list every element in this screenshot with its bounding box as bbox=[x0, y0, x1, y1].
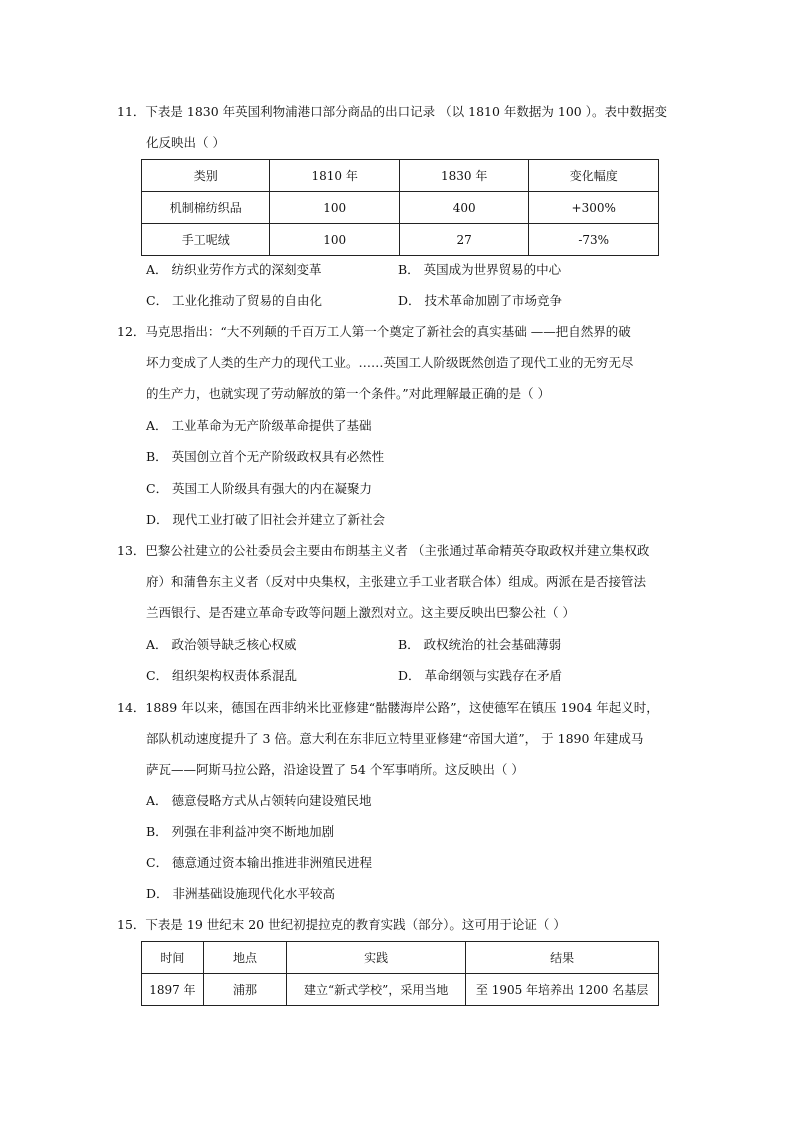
table-cell: -73% bbox=[529, 224, 659, 256]
q15-education-table bbox=[141, 941, 659, 1006]
table-cell: 400 bbox=[399, 192, 529, 224]
table-header-row bbox=[142, 160, 659, 192]
q13-stem-line1: 13．巴黎公社建立的公社委员会主要由布朗基主义者 （主张通过革命精英夺取政权并建立集权政 bbox=[117, 543, 650, 558]
q14-option-b[interactable]: B． 列强在非利益冲突不断地加剧 bbox=[146, 824, 335, 839]
table-cell: 1897 年 bbox=[142, 974, 204, 1006]
table-header-cell: 类别 bbox=[142, 160, 270, 192]
table-header-cell: 实践 bbox=[287, 942, 466, 974]
q11-stem-line1: 11．下表是 1830 年英国利物浦港口部分商品的出口记录 （以 1810 年数据为 100 ）。表中数据变 bbox=[117, 104, 667, 119]
q14-stem-line1: 14．1889 年以来，德国在西非纳米比亚修建“骷髅海岸公路”，这使德军在镇压 1904 年起义时， bbox=[117, 700, 659, 715]
q12-stem-line1: 12．马克思指出：“大不列颠的千百万工人第一个奠定了新社会的真实基础 ——把自然界的破 bbox=[117, 324, 631, 339]
q14-option-c[interactable]: C． 德意通过资本输出推进非洲殖民进程 bbox=[146, 855, 373, 870]
q13-option-a[interactable]: A． 政治领导缺乏核心权威 bbox=[146, 637, 297, 652]
q12-option-a[interactable]: A． 工业革命为无产阶级革命提供了基础 bbox=[146, 418, 372, 433]
table-row bbox=[142, 224, 659, 256]
table-cell: 浦那 bbox=[203, 974, 286, 1006]
table-cell: 手工呢绒 bbox=[142, 224, 270, 256]
table-cell: 至 1905 年培养出 1200 名基层 bbox=[466, 974, 659, 1006]
q12-stem-line3: 的生产力，也就实现了劳动解放的第一个条件。”对此理解最正确的是（ ） bbox=[146, 386, 551, 401]
table-cell: 建立“新式学校”，采用当地 bbox=[287, 974, 466, 1006]
table-header-cell: 结果 bbox=[466, 942, 659, 974]
table-header-cell: 地点 bbox=[203, 942, 286, 974]
q11-stem-line2: 化反映出（ ） bbox=[146, 135, 225, 150]
q11-option-a[interactable]: A． 纺织业劳作方式的深刻变革 bbox=[146, 262, 322, 277]
table-header-cell: 1810 年 bbox=[270, 160, 400, 192]
table-cell: 100 bbox=[270, 192, 400, 224]
q14-option-d[interactable]: D． 非洲基础设施现代化水平较高 bbox=[146, 886, 335, 901]
q13-stem-line2: 府）和蒲鲁东主义者（反对中央集权，主张建立手工业者联合体）组成。两派在是否接管法 bbox=[146, 574, 647, 589]
q12-option-d[interactable]: D． 现代工业打破了旧社会并建立了新社会 bbox=[146, 512, 385, 527]
q11-option-c[interactable]: C． 工业化推动了贸易的自由化 bbox=[146, 293, 323, 308]
q11-export-table bbox=[141, 159, 659, 256]
table-cell: 100 bbox=[270, 224, 400, 256]
table-row bbox=[142, 192, 659, 224]
q13-stem-line3: 兰西银行、是否建立革命专政等问题上激烈对立。这主要反映出巴黎公社（ ） bbox=[146, 605, 575, 620]
q11-option-b[interactable]: B． 英国成为世界贸易的中心 bbox=[398, 262, 562, 277]
q12-option-b[interactable]: B． 英国创立首个无产阶级政权具有必然性 bbox=[146, 449, 385, 464]
table-cell: 27 bbox=[399, 224, 529, 256]
q14-stem-line2: 部队机动速度提升了 3 倍。意大利在东非厄立特里亚修建“帝国大道”， 于 1890 年建成马 bbox=[146, 731, 644, 746]
table-header-cell: 时间 bbox=[142, 942, 204, 974]
table-header-cell: 变化幅度 bbox=[529, 160, 659, 192]
q13-option-b[interactable]: B． 政权统治的社会基础薄弱 bbox=[398, 637, 562, 652]
q12-option-c[interactable]: C． 英国工人阶级具有强大的内在凝聚力 bbox=[146, 481, 373, 496]
table-header-cell: 1830 年 bbox=[399, 160, 529, 192]
table-cell: 机制棉纺织品 bbox=[142, 192, 270, 224]
table-row bbox=[142, 974, 659, 1006]
q13-option-d[interactable]: D． 革命纲领与实践存在矛盾 bbox=[398, 668, 562, 683]
q15-stem-line1: 15．下表是 19 世纪末 20 世纪初提拉克的教育实践（部分）。这可用于论证（ ） bbox=[117, 917, 566, 932]
q14-option-a[interactable]: A． 德意侵略方式从占领转向建设殖民地 bbox=[146, 793, 372, 808]
q13-option-c[interactable]: C． 组织架构权责体系混乱 bbox=[146, 668, 298, 683]
q14-stem-line3: 萨瓦——阿斯马拉公路，沿途设置了 54 个军事哨所。这反映出（ ） bbox=[146, 762, 524, 777]
q12-stem-line2: 坏力变成了人类的生产力的现代工业。……英国工人阶级既然创造了现代工业的无穷无尽 bbox=[146, 355, 634, 370]
table-cell: +300% bbox=[529, 192, 659, 224]
table-header-row bbox=[142, 942, 659, 974]
q11-option-d[interactable]: D． 技术革命加剧了市场竞争 bbox=[398, 293, 562, 308]
